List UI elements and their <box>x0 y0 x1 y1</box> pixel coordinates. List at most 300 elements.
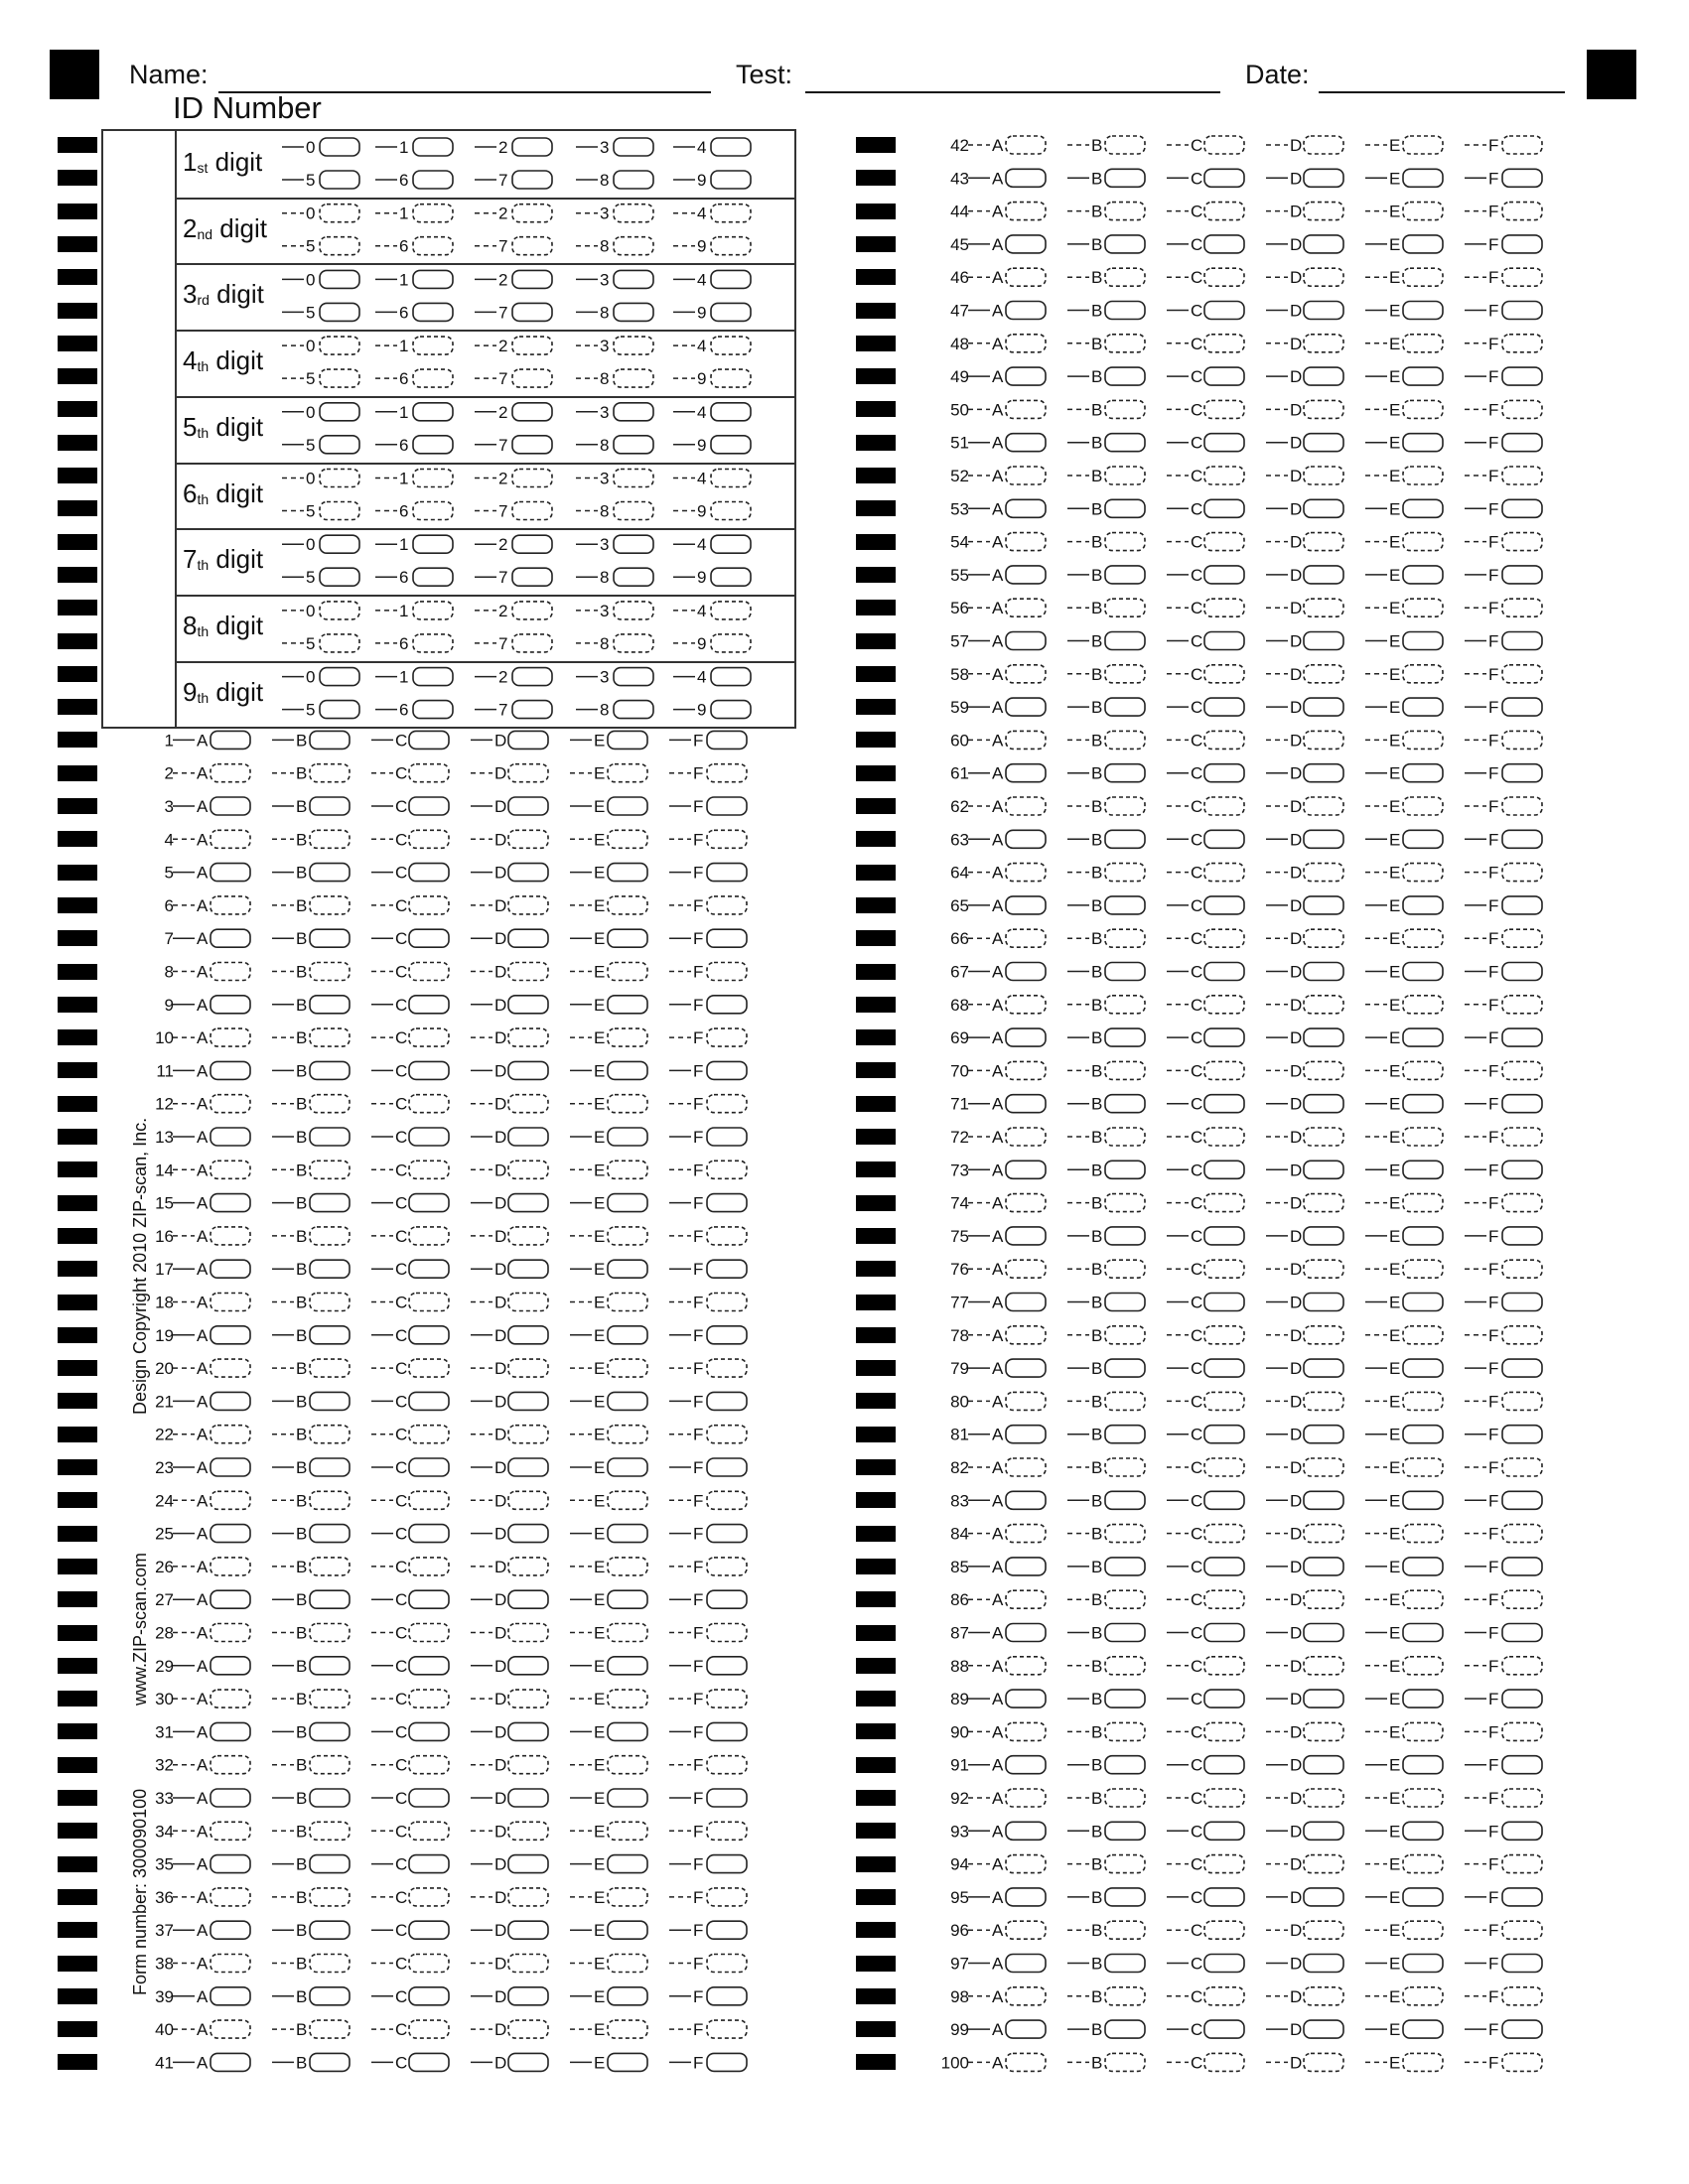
answer-option-80-F[interactable] <box>1465 1392 1542 1411</box>
answer-option-60-E[interactable] <box>1365 731 1443 750</box>
answer-option-64-E[interactable] <box>1365 864 1443 883</box>
answer-option-52-D[interactable] <box>1266 467 1343 485</box>
answer-option-64-A[interactable] <box>968 864 1046 883</box>
answer-option-76-E[interactable] <box>1365 1260 1443 1279</box>
answer-option-69-A[interactable] <box>968 1028 1046 1047</box>
answer-option-93-B[interactable] <box>1067 1822 1145 1841</box>
answer-option-91-D[interactable] <box>1266 1756 1343 1775</box>
answer-option-48-B[interactable] <box>1067 335 1145 353</box>
answer-option-49-E[interactable] <box>1365 367 1443 386</box>
answer-option-54-B[interactable] <box>1067 533 1145 552</box>
answer-option-55-C[interactable] <box>1167 566 1244 585</box>
answer-option-89-F[interactable] <box>1465 1690 1542 1708</box>
answer-option-73-C[interactable] <box>1167 1160 1244 1179</box>
answer-option-50-C[interactable] <box>1167 400 1244 419</box>
answer-option-83-A[interactable] <box>968 1491 1046 1510</box>
answer-option-91-E[interactable] <box>1365 1756 1443 1775</box>
answer-option-81-D[interactable] <box>1266 1426 1343 1444</box>
answer-option-45-F[interactable] <box>1465 235 1542 254</box>
answer-option-80-B[interactable] <box>1067 1392 1145 1411</box>
answer-option-73-E[interactable] <box>1365 1160 1443 1179</box>
answer-option-45-C[interactable] <box>1167 235 1244 254</box>
answer-option-66-D[interactable] <box>1266 929 1343 948</box>
answer-option-90-B[interactable] <box>1067 1722 1145 1741</box>
answer-option-83-E[interactable] <box>1365 1491 1443 1510</box>
answer-option-84-C[interactable] <box>1167 1525 1244 1544</box>
answer-option-55-E[interactable] <box>1365 566 1443 585</box>
answer-option-71-C[interactable] <box>1167 1095 1244 1114</box>
answer-option-57-E[interactable] <box>1365 632 1443 651</box>
answer-option-77-C[interactable] <box>1167 1294 1244 1312</box>
answer-option-71-E[interactable] <box>1365 1095 1443 1114</box>
answer-option-48-A[interactable] <box>968 335 1046 353</box>
answer-option-61-A[interactable] <box>968 764 1046 783</box>
answer-option-67-E[interactable] <box>1365 963 1443 982</box>
answer-option-66-F[interactable] <box>1465 929 1542 948</box>
answer-option-45-D[interactable] <box>1266 235 1343 254</box>
answer-option-45-E[interactable] <box>1365 235 1443 254</box>
answer-option-100-E[interactable] <box>1365 2053 1443 2072</box>
answer-option-73-D[interactable] <box>1266 1160 1343 1179</box>
answer-option-81-C[interactable] <box>1167 1426 1244 1444</box>
answer-option-52-F[interactable] <box>1465 467 1542 485</box>
answer-option-58-E[interactable] <box>1365 665 1443 684</box>
answer-option-74-D[interactable] <box>1266 1194 1343 1213</box>
answer-option-49-A[interactable] <box>968 367 1046 386</box>
answer-option-74-F[interactable] <box>1465 1194 1542 1213</box>
answer-option-94-B[interactable] <box>1067 1855 1145 1874</box>
answer-option-77-D[interactable] <box>1266 1294 1343 1312</box>
answer-option-53-C[interactable] <box>1167 499 1244 518</box>
answer-option-50-B[interactable] <box>1067 400 1145 419</box>
answer-option-87-D[interactable] <box>1266 1624 1343 1643</box>
answer-option-80-A[interactable] <box>968 1392 1046 1411</box>
answer-option-66-B[interactable] <box>1067 929 1145 948</box>
answer-option-65-C[interactable] <box>1167 896 1244 915</box>
answer-option-66-A[interactable] <box>968 929 1046 948</box>
answer-option-46-A[interactable] <box>968 268 1046 287</box>
answer-option-95-D[interactable] <box>1266 1888 1343 1907</box>
answer-option-68-C[interactable] <box>1167 996 1244 1015</box>
answer-option-44-C[interactable] <box>1167 203 1244 221</box>
answer-option-59-B[interactable] <box>1067 698 1145 717</box>
answer-option-47-C[interactable] <box>1167 302 1244 321</box>
answer-option-49-D[interactable] <box>1266 367 1343 386</box>
answer-option-95-C[interactable] <box>1167 1888 1244 1907</box>
answer-option-82-C[interactable] <box>1167 1458 1244 1477</box>
answer-option-87-F[interactable] <box>1465 1624 1542 1643</box>
answer-option-97-E[interactable] <box>1365 1955 1443 1974</box>
answer-option-95-F[interactable] <box>1465 1888 1542 1907</box>
answer-option-90-D[interactable] <box>1266 1722 1343 1741</box>
answer-option-53-A[interactable] <box>968 499 1046 518</box>
answer-option-46-C[interactable] <box>1167 268 1244 287</box>
answer-option-98-A[interactable] <box>968 1987 1046 2006</box>
answer-option-87-B[interactable] <box>1067 1624 1145 1643</box>
answer-option-53-D[interactable] <box>1266 499 1343 518</box>
answer-option-99-C[interactable] <box>1167 2020 1244 2039</box>
answer-option-48-D[interactable] <box>1266 335 1343 353</box>
answer-option-75-B[interactable] <box>1067 1227 1145 1246</box>
answer-option-100-C[interactable] <box>1167 2053 1244 2072</box>
answer-option-57-A[interactable] <box>968 632 1046 651</box>
answer-option-44-A[interactable] <box>968 203 1046 221</box>
answer-option-93-C[interactable] <box>1167 1822 1244 1841</box>
answer-option-46-E[interactable] <box>1365 268 1443 287</box>
answer-option-86-A[interactable] <box>968 1590 1046 1609</box>
answer-option-87-E[interactable] <box>1365 1624 1443 1643</box>
answer-option-81-B[interactable] <box>1067 1426 1145 1444</box>
answer-option-97-A[interactable] <box>968 1955 1046 1974</box>
answer-option-78-E[interactable] <box>1365 1326 1443 1345</box>
answer-option-77-F[interactable] <box>1465 1294 1542 1312</box>
answer-option-98-E[interactable] <box>1365 1987 1443 2006</box>
answer-option-78-A[interactable] <box>968 1326 1046 1345</box>
answer-option-90-C[interactable] <box>1167 1722 1244 1741</box>
answer-option-88-D[interactable] <box>1266 1657 1343 1676</box>
answer-option-80-E[interactable] <box>1365 1392 1443 1411</box>
answer-option-49-B[interactable] <box>1067 367 1145 386</box>
answer-option-69-F[interactable] <box>1465 1028 1542 1047</box>
answer-option-85-E[interactable] <box>1365 1558 1443 1576</box>
answer-option-49-C[interactable] <box>1167 367 1244 386</box>
answer-option-72-F[interactable] <box>1465 1128 1542 1147</box>
answer-option-58-A[interactable] <box>968 665 1046 684</box>
answer-option-79-E[interactable] <box>1365 1359 1443 1378</box>
answer-option-95-E[interactable] <box>1365 1888 1443 1907</box>
answer-option-60-A[interactable] <box>968 731 1046 750</box>
answer-option-93-E[interactable] <box>1365 1822 1443 1841</box>
answer-option-85-A[interactable] <box>968 1558 1046 1576</box>
answer-option-62-B[interactable] <box>1067 797 1145 816</box>
answer-option-59-E[interactable] <box>1365 698 1443 717</box>
answer-option-52-E[interactable] <box>1365 467 1443 485</box>
answer-option-81-F[interactable] <box>1465 1426 1542 1444</box>
answer-option-100-B[interactable] <box>1067 2053 1145 2072</box>
answer-option-57-B[interactable] <box>1067 632 1145 651</box>
answer-option-43-C[interactable] <box>1167 169 1244 188</box>
answer-option-45-B[interactable] <box>1067 235 1145 254</box>
answer-option-67-A[interactable] <box>968 963 1046 982</box>
answer-option-98-C[interactable] <box>1167 1987 1244 2006</box>
answer-option-61-E[interactable] <box>1365 764 1443 783</box>
answer-option-75-C[interactable] <box>1167 1227 1244 1246</box>
answer-option-67-B[interactable] <box>1067 963 1145 982</box>
answer-option-42-D[interactable] <box>1266 136 1343 155</box>
answer-option-61-C[interactable] <box>1167 764 1244 783</box>
answer-option-83-D[interactable] <box>1266 1491 1343 1510</box>
answer-option-70-F[interactable] <box>1465 1061 1542 1080</box>
answer-option-90-F[interactable] <box>1465 1722 1542 1741</box>
answer-option-89-E[interactable] <box>1365 1690 1443 1708</box>
answer-option-44-D[interactable] <box>1266 203 1343 221</box>
answer-option-98-D[interactable] <box>1266 1987 1343 2006</box>
answer-option-63-E[interactable] <box>1365 830 1443 849</box>
answer-option-51-E[interactable] <box>1365 434 1443 453</box>
answer-option-90-E[interactable] <box>1365 1722 1443 1741</box>
answer-option-46-F[interactable] <box>1465 268 1542 287</box>
answer-option-56-B[interactable] <box>1067 599 1145 617</box>
answer-option-71-B[interactable] <box>1067 1095 1145 1114</box>
answer-option-60-C[interactable] <box>1167 731 1244 750</box>
answer-option-42-A[interactable] <box>968 136 1046 155</box>
answer-option-52-A[interactable] <box>968 467 1046 485</box>
answer-option-94-E[interactable] <box>1365 1855 1443 1874</box>
answer-option-57-C[interactable] <box>1167 632 1244 651</box>
answer-option-94-D[interactable] <box>1266 1855 1343 1874</box>
answer-option-69-B[interactable] <box>1067 1028 1145 1047</box>
answer-option-92-C[interactable] <box>1167 1789 1244 1808</box>
answer-option-74-B[interactable] <box>1067 1194 1145 1213</box>
answer-option-78-C[interactable] <box>1167 1326 1244 1345</box>
answer-option-62-F[interactable] <box>1465 797 1542 816</box>
answer-option-100-F[interactable] <box>1465 2053 1542 2072</box>
answer-option-97-B[interactable] <box>1067 1955 1145 1974</box>
answer-option-72-B[interactable] <box>1067 1128 1145 1147</box>
answer-option-56-F[interactable] <box>1465 599 1542 617</box>
answer-option-61-B[interactable] <box>1067 764 1145 783</box>
answer-option-91-A[interactable] <box>968 1756 1046 1775</box>
answer-option-47-E[interactable] <box>1365 302 1443 321</box>
answer-option-64-B[interactable] <box>1067 864 1145 883</box>
answer-option-65-E[interactable] <box>1365 896 1443 915</box>
answer-option-58-D[interactable] <box>1266 665 1343 684</box>
answer-option-68-E[interactable] <box>1365 996 1443 1015</box>
answer-option-82-E[interactable] <box>1365 1458 1443 1477</box>
answer-option-61-D[interactable] <box>1266 764 1343 783</box>
answer-option-95-A[interactable] <box>968 1888 1046 1907</box>
answer-option-53-F[interactable] <box>1465 499 1542 518</box>
answer-option-46-B[interactable] <box>1067 268 1145 287</box>
answer-option-63-F[interactable] <box>1465 830 1542 849</box>
answer-option-76-C[interactable] <box>1167 1260 1244 1279</box>
answer-option-94-C[interactable] <box>1167 1855 1244 1874</box>
answer-option-75-F[interactable] <box>1465 1227 1542 1246</box>
answer-option-78-F[interactable] <box>1465 1326 1542 1345</box>
answer-option-76-D[interactable] <box>1266 1260 1343 1279</box>
answer-option-50-D[interactable] <box>1266 400 1343 419</box>
answer-option-72-A[interactable] <box>968 1128 1046 1147</box>
answer-option-47-B[interactable] <box>1067 302 1145 321</box>
answer-option-75-A[interactable] <box>968 1227 1046 1246</box>
answer-option-76-A[interactable] <box>968 1260 1046 1279</box>
answer-option-70-C[interactable] <box>1167 1061 1244 1080</box>
answer-option-84-D[interactable] <box>1266 1525 1343 1544</box>
answer-option-54-F[interactable] <box>1465 533 1542 552</box>
answer-option-44-B[interactable] <box>1067 203 1145 221</box>
answer-option-52-C[interactable] <box>1167 467 1244 485</box>
answer-option-55-B[interactable] <box>1067 566 1145 585</box>
answer-option-96-B[interactable] <box>1067 1921 1145 1940</box>
answer-option-66-E[interactable] <box>1365 929 1443 948</box>
answer-option-82-D[interactable] <box>1266 1458 1343 1477</box>
answer-option-70-D[interactable] <box>1266 1061 1343 1080</box>
answer-option-83-F[interactable] <box>1465 1491 1542 1510</box>
answer-option-47-D[interactable] <box>1266 302 1343 321</box>
answer-option-45-A[interactable] <box>968 235 1046 254</box>
answer-option-42-B[interactable] <box>1067 136 1145 155</box>
answer-option-100-D[interactable] <box>1266 2053 1343 2072</box>
answer-option-95-B[interactable] <box>1067 1888 1145 1907</box>
answer-option-89-D[interactable] <box>1266 1690 1343 1708</box>
answer-option-87-C[interactable] <box>1167 1624 1244 1643</box>
answer-option-54-C[interactable] <box>1167 533 1244 552</box>
answer-option-90-A[interactable] <box>968 1722 1046 1741</box>
answer-option-96-F[interactable] <box>1465 1921 1542 1940</box>
answer-option-80-C[interactable] <box>1167 1392 1244 1411</box>
answer-option-51-D[interactable] <box>1266 434 1343 453</box>
answer-option-75-D[interactable] <box>1266 1227 1343 1246</box>
answer-option-71-A[interactable] <box>968 1095 1046 1114</box>
answer-option-71-F[interactable] <box>1465 1095 1542 1114</box>
answer-option-50-F[interactable] <box>1465 400 1542 419</box>
answer-option-97-D[interactable] <box>1266 1955 1343 1974</box>
answer-option-94-A[interactable] <box>968 1855 1046 1874</box>
answer-option-84-A[interactable] <box>968 1525 1046 1544</box>
answer-option-86-B[interactable] <box>1067 1590 1145 1609</box>
answer-option-66-C[interactable] <box>1167 929 1244 948</box>
answer-option-85-B[interactable] <box>1067 1558 1145 1576</box>
answer-option-73-A[interactable] <box>968 1160 1046 1179</box>
answer-option-64-F[interactable] <box>1465 864 1542 883</box>
answer-option-77-E[interactable] <box>1365 1294 1443 1312</box>
answer-option-89-A[interactable] <box>968 1690 1046 1708</box>
answer-option-43-D[interactable] <box>1266 169 1343 188</box>
answer-option-47-A[interactable] <box>968 302 1046 321</box>
answer-option-56-D[interactable] <box>1266 599 1343 617</box>
answer-option-78-D[interactable] <box>1266 1326 1343 1345</box>
answer-option-81-E[interactable] <box>1365 1426 1443 1444</box>
answer-option-55-A[interactable] <box>968 566 1046 585</box>
answer-option-51-C[interactable] <box>1167 434 1244 453</box>
answer-option-64-C[interactable] <box>1167 864 1244 883</box>
answer-option-56-C[interactable] <box>1167 599 1244 617</box>
answer-option-99-D[interactable] <box>1266 2020 1343 2039</box>
answer-option-99-A[interactable] <box>968 2020 1046 2039</box>
answer-option-56-E[interactable] <box>1365 599 1443 617</box>
answer-option-93-D[interactable] <box>1266 1822 1343 1841</box>
answer-option-92-F[interactable] <box>1465 1789 1542 1808</box>
answer-option-77-A[interactable] <box>968 1294 1046 1312</box>
answer-option-77-B[interactable] <box>1067 1294 1145 1312</box>
answer-option-72-C[interactable] <box>1167 1128 1244 1147</box>
answer-option-65-F[interactable] <box>1465 896 1542 915</box>
answer-option-65-A[interactable] <box>968 896 1046 915</box>
answer-option-92-E[interactable] <box>1365 1789 1443 1808</box>
answer-option-80-D[interactable] <box>1266 1392 1343 1411</box>
answer-option-88-F[interactable] <box>1465 1657 1542 1676</box>
answer-option-86-C[interactable] <box>1167 1590 1244 1609</box>
answer-option-63-B[interactable] <box>1067 830 1145 849</box>
answer-option-85-C[interactable] <box>1167 1558 1244 1576</box>
answer-option-58-C[interactable] <box>1167 665 1244 684</box>
answer-option-69-E[interactable] <box>1365 1028 1443 1047</box>
answer-option-58-B[interactable] <box>1067 665 1145 684</box>
answer-option-88-B[interactable] <box>1067 1657 1145 1676</box>
answer-option-93-A[interactable] <box>968 1822 1046 1841</box>
answer-option-57-D[interactable] <box>1266 632 1343 651</box>
answer-option-70-A[interactable] <box>968 1061 1046 1080</box>
answer-option-51-F[interactable] <box>1465 434 1542 453</box>
answer-option-68-F[interactable] <box>1465 996 1542 1015</box>
answer-option-92-A[interactable] <box>968 1789 1046 1808</box>
answer-option-55-D[interactable] <box>1266 566 1343 585</box>
answer-option-42-F[interactable] <box>1465 136 1542 155</box>
answer-option-60-B[interactable] <box>1067 731 1145 750</box>
answer-option-62-A[interactable] <box>968 797 1046 816</box>
answer-option-57-F[interactable] <box>1465 632 1542 651</box>
answer-option-99-F[interactable] <box>1465 2020 1542 2039</box>
answer-option-84-F[interactable] <box>1465 1525 1542 1544</box>
answer-option-62-E[interactable] <box>1365 797 1443 816</box>
answer-option-69-D[interactable] <box>1266 1028 1343 1047</box>
answer-option-79-F[interactable] <box>1465 1359 1542 1378</box>
answer-option-48-F[interactable] <box>1465 335 1542 353</box>
answer-option-98-F[interactable] <box>1465 1987 1542 2006</box>
answer-option-96-A[interactable] <box>968 1921 1046 1940</box>
answer-option-44-F[interactable] <box>1465 203 1542 221</box>
answer-option-54-A[interactable] <box>968 533 1046 552</box>
answer-option-58-F[interactable] <box>1465 665 1542 684</box>
answer-option-79-B[interactable] <box>1067 1359 1145 1378</box>
answer-option-86-F[interactable] <box>1465 1590 1542 1609</box>
answer-option-67-D[interactable] <box>1266 963 1343 982</box>
answer-option-82-A[interactable] <box>968 1458 1046 1477</box>
answer-option-69-C[interactable] <box>1167 1028 1244 1047</box>
answer-option-73-F[interactable] <box>1465 1160 1542 1179</box>
answer-option-59-F[interactable] <box>1465 698 1542 717</box>
answer-option-43-A[interactable] <box>968 169 1046 188</box>
answer-option-48-E[interactable] <box>1365 335 1443 353</box>
answer-option-42-E[interactable] <box>1365 136 1443 155</box>
answer-option-88-C[interactable] <box>1167 1657 1244 1676</box>
answer-option-72-E[interactable] <box>1365 1128 1443 1147</box>
answer-option-88-A[interactable] <box>968 1657 1046 1676</box>
answer-option-43-B[interactable] <box>1067 169 1145 188</box>
answer-option-67-C[interactable] <box>1167 963 1244 982</box>
answer-option-86-E[interactable] <box>1365 1590 1443 1609</box>
answer-option-50-A[interactable] <box>968 400 1046 419</box>
answer-option-91-B[interactable] <box>1067 1756 1145 1775</box>
answer-option-82-B[interactable] <box>1067 1458 1145 1477</box>
answer-option-83-B[interactable] <box>1067 1491 1145 1510</box>
answer-option-71-D[interactable] <box>1266 1095 1343 1114</box>
answer-option-74-E[interactable] <box>1365 1194 1443 1213</box>
answer-option-43-F[interactable] <box>1465 169 1542 188</box>
answer-option-85-D[interactable] <box>1266 1558 1343 1576</box>
answer-option-52-B[interactable] <box>1067 467 1145 485</box>
answer-option-97-F[interactable] <box>1465 1955 1542 1974</box>
answer-option-53-B[interactable] <box>1067 499 1145 518</box>
answer-option-100-A[interactable] <box>968 2053 1046 2072</box>
answer-option-50-E[interactable] <box>1365 400 1443 419</box>
answer-option-54-E[interactable] <box>1365 533 1443 552</box>
answer-option-79-D[interactable] <box>1266 1359 1343 1378</box>
answer-option-44-E[interactable] <box>1365 203 1443 221</box>
answer-option-49-F[interactable] <box>1465 367 1542 386</box>
answer-option-63-D[interactable] <box>1266 830 1343 849</box>
answer-option-96-E[interactable] <box>1365 1921 1443 1940</box>
answer-option-98-B[interactable] <box>1067 1987 1145 2006</box>
answer-option-56-A[interactable] <box>968 599 1046 617</box>
answer-option-79-C[interactable] <box>1167 1359 1244 1378</box>
answer-option-96-C[interactable] <box>1167 1921 1244 1940</box>
answer-option-74-C[interactable] <box>1167 1194 1244 1213</box>
answer-option-42-C[interactable] <box>1167 136 1244 155</box>
answer-option-94-F[interactable] <box>1465 1855 1542 1874</box>
answer-option-62-C[interactable] <box>1167 797 1244 816</box>
answer-option-93-F[interactable] <box>1465 1822 1542 1841</box>
